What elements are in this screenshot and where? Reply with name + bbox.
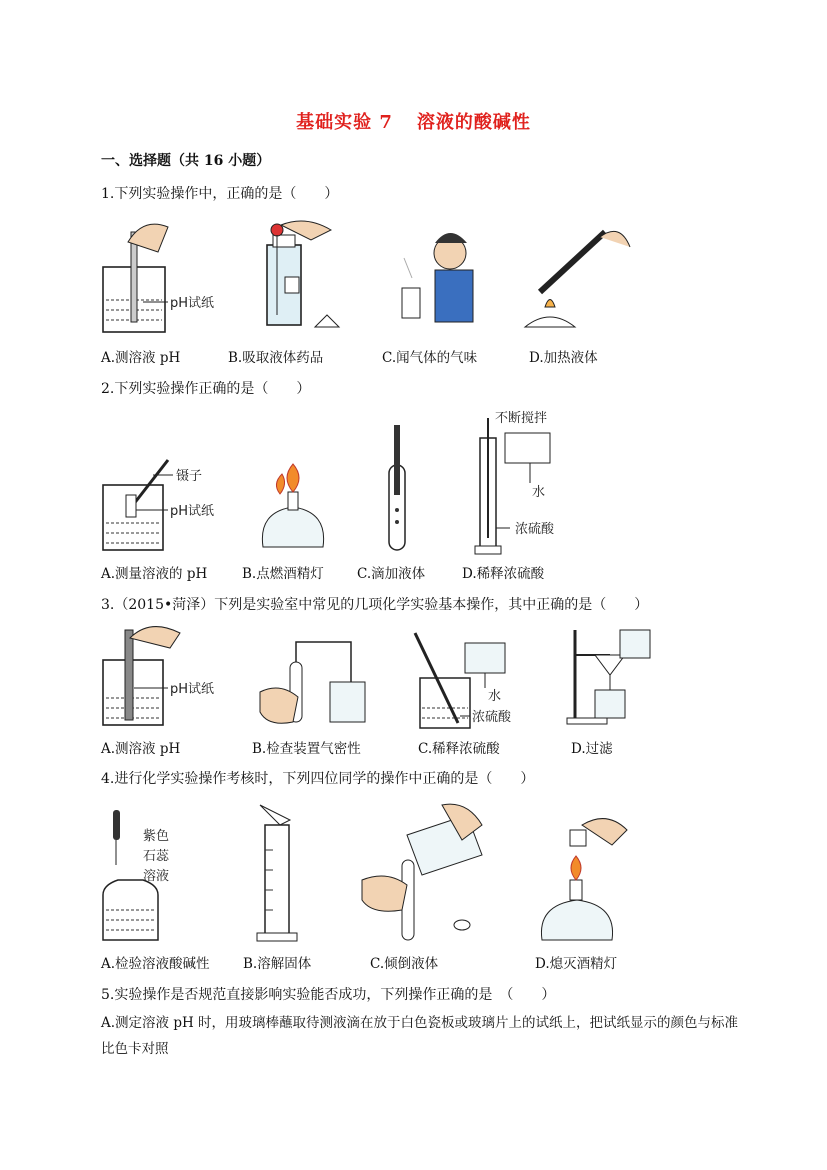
question-3-stem: 3.（2015•菏泽）下列是实验室中常见的几项化学实验基本操作，其中正确的是（ ） — [101, 597, 649, 613]
question-2-stem: 2.下列实验操作正确的是（ ） — [101, 381, 311, 397]
fig-q4d-extinguish — [532, 810, 632, 945]
fig-q3a-ph-test — [98, 620, 238, 730]
q3-option-c: C.稀释浓硫酸 — [418, 741, 500, 757]
q2d-label-water: 水 — [532, 485, 546, 500]
q3a-label-ph: pH试纸 — [170, 682, 215, 697]
question-5-stem: 5.实验操作是否规范直接影响实验能否成功，下列操作正确的是 （ ） — [101, 987, 556, 1003]
fig-q3d-filter — [565, 620, 655, 728]
fig-q4b-cylinder — [255, 800, 315, 945]
q3c-label-acid: 浓硫酸 — [472, 710, 512, 725]
question-1-stem: 1.下列实验操作中，正确的是（ ） — [101, 186, 339, 202]
fig-q1c-smell — [390, 228, 485, 328]
q3c-label-water: 水 — [488, 689, 502, 704]
page-title — [0, 108, 827, 134]
q4a-label-1: 紫色 — [143, 829, 170, 844]
fig-q2a-ph-test — [98, 455, 238, 555]
q4a-label-2: 石蕊 — [143, 849, 170, 864]
fig-q2b-lamp — [258, 462, 328, 552]
q3-option-b: B.检查装置气密性 — [252, 741, 361, 757]
q2d-label-stir: 不断搅拌 — [495, 411, 548, 426]
q3-option-d: D.过滤 — [571, 741, 613, 757]
q1-option-b: B.吸取液体药品 — [228, 350, 324, 366]
fig-q3b-airtight — [260, 632, 370, 732]
fig-q4a-litmus — [98, 810, 218, 945]
question-4-stem: 4.进行化学实验操作考核时，下列四位同学的操作中正确的是（ ） — [101, 771, 535, 787]
q2a-label-tweezers: 镊子 — [176, 469, 203, 484]
section-heading: 一、选择题（共 16 小题） — [101, 153, 271, 169]
q2-option-b: B.点燃酒精灯 — [242, 566, 324, 582]
q1a-label: pH试纸 — [170, 296, 215, 311]
q4-option-b: B.溶解固体 — [243, 956, 312, 972]
q2d-label-acid: 浓硫酸 — [515, 522, 555, 537]
fig-q2d-dilute — [470, 408, 590, 558]
q2-option-c: C.滴加液体 — [357, 566, 426, 582]
q5-option-a: A.测定溶液 pH 时，用玻璃棒蘸取待测液滴在放于白色瓷板或玻璃片上的试纸上，把试纸显示的颜色与标准比色卡对照 — [101, 1015, 739, 1057]
q4-option-c: C.倾倒液体 — [370, 956, 439, 972]
fig-q4c-pour — [362, 800, 502, 948]
q2-option-a: A.测量溶液的 pH — [101, 566, 208, 582]
q2a-label-ph: pH试纸 — [170, 504, 215, 519]
q4-option-a: A.检验溶液酸碱性 — [101, 956, 210, 972]
fig-q1b-dropper — [255, 215, 355, 335]
q4-option-d: D.熄灭酒精灯 — [535, 956, 618, 972]
q3-option-a: A.测溶液 pH — [101, 741, 181, 757]
title-sub: 溶液的酸碱性 — [416, 112, 531, 133]
fig-q1d-heat — [520, 212, 630, 332]
q4a-label-3: 溶液 — [143, 869, 170, 884]
q1-option-c: C.闻气体的气味 — [382, 350, 478, 366]
fig-q1a-ph-test — [98, 212, 228, 337]
fig-q3c-dilute — [410, 628, 540, 733]
q2-option-d: D.稀释浓硫酸 — [462, 566, 545, 582]
q1-option-d: D.加热液体 — [529, 350, 598, 366]
q1-option-a: A.测溶液 pH — [101, 350, 181, 366]
title-main: 基础实验 7 — [296, 112, 393, 133]
fig-q2c-dropper — [383, 420, 423, 555]
